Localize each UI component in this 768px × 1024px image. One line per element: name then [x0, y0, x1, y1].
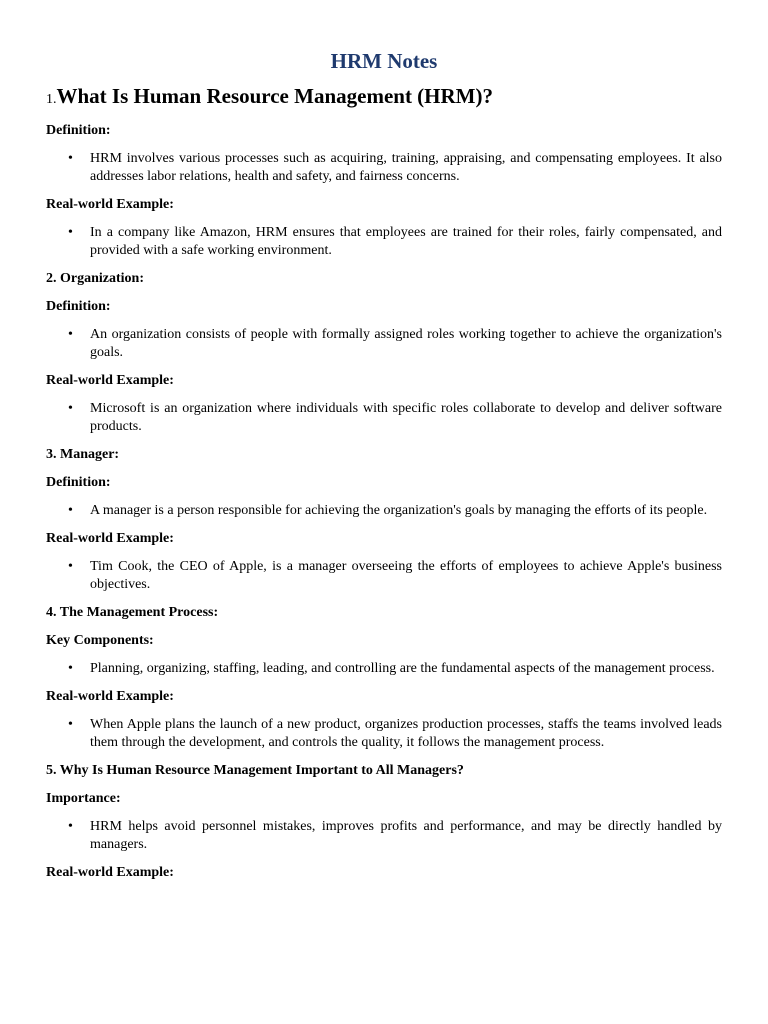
list-item-text: HRM involves various processes such as acquiring, training, appraising, and compensating employees. It also addresses labor relations, health and safety, and fairness concerns.	[90, 151, 722, 184]
list-item	[46, 400, 722, 436]
list-item	[46, 224, 722, 260]
section-4-components-label: Key Components:	[46, 633, 154, 648]
list-item-text: When Apple plans the launch of a new product, organizes production processes, staffs the teams involved leads them through the development, and controls the quality, it follows the management process.	[90, 717, 722, 750]
section-1-number: 1.	[46, 92, 57, 107]
section-2-definition-list	[46, 326, 722, 362]
section-5-heading: 5. Why Is Human Resource Management Important to All Managers?	[46, 763, 464, 778]
document-title: HRM Notes	[330, 49, 438, 73]
section-3-definition-label: Definition:	[46, 475, 111, 490]
section-1-definition-list	[46, 150, 722, 186]
bullet-icon: •	[68, 661, 73, 676]
bullet-icon: •	[68, 717, 73, 732]
section-1-example-label: Real-world Example:	[46, 197, 174, 212]
section-3-example-label: Real-world Example:	[46, 531, 174, 546]
section-3-definition-list	[46, 502, 722, 520]
bullet-icon: •	[68, 401, 73, 416]
list-item-text: A manager is a person responsible for achieving the organization's goals by managing the efforts of its people.	[90, 503, 708, 518]
list-item	[46, 326, 722, 362]
bullet-icon: •	[68, 151, 73, 166]
bullet-icon: •	[68, 327, 73, 342]
section-5-example-label: Real-world Example:	[46, 865, 174, 880]
bullet-icon: •	[68, 225, 73, 240]
section-2-definition-label: Definition:	[46, 299, 111, 314]
section-1-heading	[46, 82, 722, 114]
bullet-icon: •	[68, 559, 73, 574]
section-1-example-list	[46, 224, 722, 260]
section-2-heading: 2. Organization:	[46, 271, 144, 286]
list-item-text: Microsoft is an organization where individuals with specific roles collaborate to develop and deliver software products.	[90, 401, 722, 434]
section-2-example-label: Real-world Example:	[46, 373, 174, 388]
list-item	[46, 660, 722, 678]
section-5-importance-list	[46, 818, 722, 854]
list-item	[46, 716, 722, 752]
list-item	[46, 150, 722, 186]
list-item	[46, 502, 722, 520]
list-item-text: An organization consists of people with formally assigned roles working together to achieve the organization's goals.	[90, 327, 722, 360]
bullet-icon: •	[68, 819, 73, 834]
list-item-text: HRM helps avoid personnel mistakes, improves profits and performance, and may be directly handled by managers.	[90, 819, 722, 852]
section-1-heading-text: What Is Human Resource Management (HRM)?	[56, 84, 493, 108]
list-item	[46, 558, 722, 594]
section-2-example-list	[46, 400, 722, 436]
section-5-importance-label: Importance:	[46, 791, 121, 806]
section-4-example-label: Real-world Example:	[46, 689, 174, 704]
section-4-heading: 4. The Management Process:	[46, 605, 219, 620]
section-3-heading: 3. Manager:	[46, 447, 120, 462]
list-item-text: In a company like Amazon, HRM ensures that employees are trained for their roles, fairly compensated, and provided with a safe working environment.	[90, 225, 722, 258]
section-4-components-list	[46, 660, 722, 678]
section-1-definition-label: Definition:	[46, 123, 111, 138]
list-item-text: Planning, organizing, staffing, leading, and controlling are the fundamental aspects of the management process.	[90, 661, 715, 676]
list-item	[46, 818, 722, 854]
list-item-text: Tim Cook, the CEO of Apple, is a manager overseeing the efforts of employees to achieve Apple's business objectives.	[90, 559, 722, 592]
bullet-icon: •	[68, 503, 73, 518]
section-4-example-list	[46, 716, 722, 752]
section-3-example-list	[46, 558, 722, 594]
